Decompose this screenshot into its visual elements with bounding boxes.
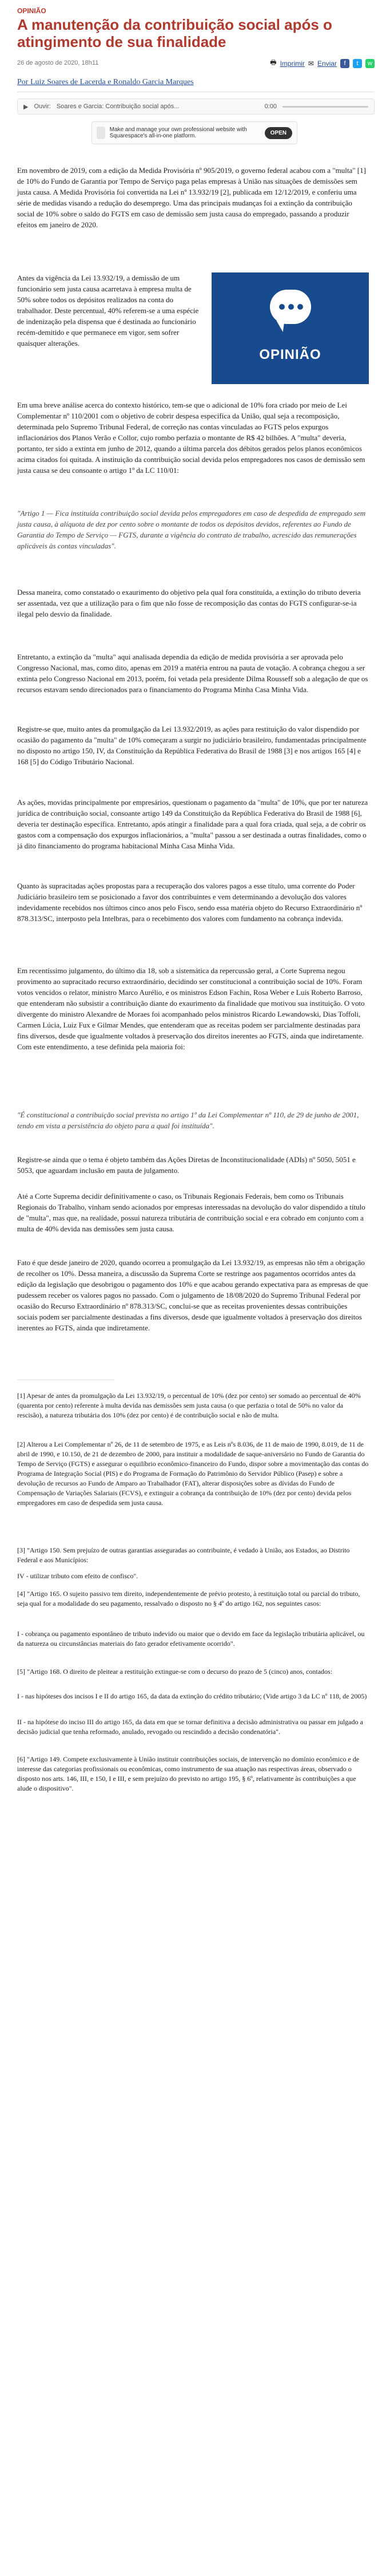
footnote: IV - utilizar tributo com efeito de confisco". (17, 1572, 138, 1580)
whatsapp-icon[interactable]: w (365, 59, 375, 68)
paragraph: Quanto às supracitadas ações propostas para a recuperação dos valores pagos a esse título, uma corrente do Poder Judiciário brasileiro tem se posicionado a favor dos contribuintes e vem determinando a devolução dos valores indevidamente recebidos nos últimos cinco anos pelo Fisco, sendo essa matéria objeto do Recurso Extraordinário nº 878.313/SC, interposto pela Intelbras, para o recebimento dos valores com fundamento na cobrança indevida. (17, 882, 363, 923)
footnote: [5] "Artigo 168. O direito de pleitear a restituição extingue-se com o decurso do prazo de 5 (cinco) anos, contados: (17, 1668, 333, 1676)
ad-banner[interactable] (91, 121, 297, 144)
paragraph: Até a Corte Suprema decidir definitivamente o caso, os Tribunais Regionais Federais, bem como os Tribunais Regionais do Trabalho, vinham sendo acionados por empresas interessadas na devolução do valor dispendido a título de "multa", mas que, na realidade, possui natureza tributária de contribuição social e era cobrado em conjunto com a multa de 40% devida nas demissões sem justa causa. (17, 1192, 365, 1233)
player-time: 0:00 (264, 103, 277, 110)
paragraph: Fato é que desde janeiro de 2020, quando ocorreu a promulgação da Lei 13.932/19, as empresas não têm a obrigação de recolher os 10%. Dessa maneira, a discussão da Suprema Corte se restringe aos pagamentos ocorridos antes da edição da legislação que desobrigou o pagamento dos 10% e que acabou gerando expectativa para as empresas de que pudessem receber os valores pagos no passado. Com o julgamento de 18/08/2020 do Supremo Tribunal Federal por ocasião do Recurso Extraordinário nº 878.313/SC, conclui-se que as receitas provenientes dessas contribuições sociais podem ser parcialmente destinadas a fins diversos, desde que igualmente voltados à preservação dos direitos inerentes ao FGTS, ainda que indiretamente. (17, 1258, 368, 1332)
opinion-badge-image (212, 272, 369, 384)
quote: "É constitucional a contribuição social prevista no artigo 1º da Lei Complementar nº 110, de 29 de junho de 2001, tendo em vista a persistência do objeto para a qual foi instituída". (17, 1111, 359, 1130)
print-link[interactable]: Imprimir (280, 59, 305, 68)
paragraph: Dessa maneira, como constatado o exaurimento do objetivo pela qual fora constituída, a extinção do tributo deveria ser assentada, vez que a utilização para o fim que não fosse de recomposição das contas do FGTS configurar-se-ia ilegal pelo desvio da finalidade. (17, 588, 361, 618)
footnote: I - cobrança ou pagamento espontâneo de tributo indevido ou maior que o devido em face da legislação tributária aplicável, ou da natureza ou circunstâncias materiais do fato gerador efetivamente ocorrido". (17, 1630, 365, 1647)
player-title: Soares e Garcia: Contribuição social após... (56, 103, 180, 110)
section-label: OPINIÃO (17, 7, 46, 15)
footnote: [3] "Artigo 150. Sem prejuízo de outras garantias asseguradas ao contribuinte, é vedado à União, aos Estados, ao Distrito Federal e aos Municípios: (17, 1546, 350, 1564)
progress-bar[interactable] (282, 106, 368, 108)
article-title: A manutenção da contribuição social após o atingimento de sua finalidade (17, 16, 332, 50)
quote: "Artigo 1 — Fica instituída contribuição social devida pelos empregadores em caso de despedida de empregado sem justa causa, à alíquota de dez por cento sobre o montante de todos os depósitos devidos, referentes ao Fundo de Garantia do Tempo de Serviço — FGTS, durante a vigência do contrato de trabalho, acrescido das remunerações aplicáveis às contas vinculadas". (17, 509, 366, 550)
paragraph: Antes da vigência da Lei 13.932/19, a demissão de um funcionário sem justa causa acarretava à empresa multa de 50% sobre todos os depósitos realizados na conta do trabalhador. Deste percentual, 40% referem-se a uma espécie de indenização pela dispensa que é destinada ao funcionário recém-demitido e que permanece em vigor, sem sofrer quaisquer alterações. (17, 274, 199, 347)
player-label: Ouvir: (34, 103, 51, 110)
audio-player[interactable] (17, 98, 375, 114)
publish-date: 26 de agosto de 2020, 18h11 (17, 60, 99, 66)
facebook-icon[interactable]: f (340, 59, 349, 68)
footnote: [2] Alterou a Lei Complementar nº 26, de 11 de setembro de 1975, e as Leis nºs 8.036, de 11 de maio de 1990, 8.019, de 11 de abril de 1990, e 10.150, de 21 de dezembro de 2000, para instituir a modalidade de saque-aniversário no Fundo de Garantia do Tempo de Serviço (FGTS) e assegurar o equilíbrio econômico-financeiro do Fundo, dispor sobre a movimentação das contas do Programa de Integração Social (PIS) e do Programa de Formação do Patrimônio do Servidor Público (Pasep) e sobre a devolução de recursos ao Fundo de Amparo ao Trabalhador (FAT), alterar disposições sobre as dívidas do Fundo de Compensação de Variações Salariais (FCVS), e extinguir a cobrança da contribuição de 10% (dez por cento) devida pelos empregadores em caso de despedida sem justa causa. (17, 1440, 369, 1507)
twitter-icon[interactable]: t (353, 59, 362, 68)
footnote: [6] "Artigo 149. Compete exclusivamente à União instituir contribuições sociais, de intervenção no domínio econômico e de interesse das categorias profissionais ou econômicas, como instrumento de sua atuação nas respectivas áreas, observado o disposto nos arts. 146, III, e 150, I e III, e sem prejuízo do previsto no artigo 195, § 6º, relativamente às contribuições a que alude o dispositivo". (17, 1755, 360, 1792)
paragraph: As ações, movidas principalmente por empresários, questionam o pagamento da "multa" de 10%, que por ter natureza jurídica de contribuição social, consoante artigo 149 da Constituição da República Federativa do Brasil de 1988 [6], deveria ter destinação específica. Entretanto, após atingir a finalidade para a qual fora criada, qual seja, a de cobrir os gastos com a compensação dos expurgos inflacionários, a "multa" passou a ser destinada a outras finalidades, como o já dito financiamento do programa habitacional Minha Casa Minha Vida. (17, 798, 368, 850)
ad-open-button[interactable]: OPEN (265, 127, 292, 139)
send-link[interactable]: Enviar (317, 59, 337, 68)
article-tools (270, 57, 375, 69)
footnote: [4] "Artigo 165. O sujeito passivo tem direito, independentemente de prévio protesto, à restituição total ou parcial do tributo, seja qual for a modalidade do seu pagamento, ressalvado o disposto no § 4º do artigo 162, nos seguintes casos: (17, 1590, 360, 1607)
footnote: II - na hipótese do inciso III do artigo 165, da data em que se tornar definitiva a decisão administrativa ou passar em julgado a decisão judicial que tenha reformado, anulado, revogado ou rescindido a decisão condenatória". (17, 1718, 363, 1736)
paragraph: Registre-se ainda que o tema é objeto também das Ações Diretas de Inconstitucionalidade (ADIs) nº 5050, 5051 e 5053, que aguardam inclusão em pauta de julgamento. (17, 1155, 356, 1175)
footnote: I - nas hipóteses dos incisos I e II do artigo 165, da data da extinção do crédito tributário; (Vide artigo 3 da LC nº 118, de 2005) (17, 1692, 367, 1700)
footnote: [1] Apesar de antes da promulgação da Lei 13.932/19, o percentual de 10% (dez por cento) ser somado ao percentual de 40% (quarenta por cento) referente à multa devida nas demissões sem justa causa (o que perfazia o total de 50% no valor da rescisão), a natureza tributária dos 10% (dez por cento) é de contribuição social e não de multa. (17, 1392, 361, 1419)
email-icon[interactable]: ✉ (308, 59, 314, 68)
paragraph: Em uma breve análise acerca do contexto histórico, tem-se que o adicional de 10% fora criado por meio de Lei Complementar nº 110/2001 com o objetivo de cobrir despesa específica da União, qual seja a recomposição, determinada pelo Supremo Tribunal Federal, de correção nas contas vinculadas ao FGTS pelos expurgos inflacionários dos Planos Verão e Collor, cujo rombo perfazia o montante de R$ 42 bilhões. A "multa" deveria, portanto, ter sido a extinta em junho de 2012, quando a última parcela dos débitos gerados pelos planos econômicos acima citados foi quitada. A instituição da contribuição social devida pelos empregadores nos casos de demissão sem justa causa se deu consoante o artigo 1º da LC 110/01: (17, 401, 365, 475)
opinion-badge-label: OPINIÃO (259, 347, 321, 362)
paragraph: Em novembro de 2019, com a edição da Medida Provisória nº 905/2019, o governo federal acabou com a "multa" [1] de 10% do Fundo de Garantia por Tempo de Serviço paga pelas empresas à União nas situações de demissões sem justa causa. A Medida Provisória foi convertida na Lei nº 13.932/19 [2], publicada em 12/12/2019, e conferiu uma série de medidas visando a redução do desemprego. Uma das principais mudanças foi a extinção da contribuição social de 10% sobre o saldo do FGTS em caso de demissão sem justa causa do empregado, passando a produzir efeitos em janeiro de 2020. (17, 166, 366, 229)
print-icon[interactable]: 🖶 (270, 58, 277, 66)
ad-logo (97, 127, 105, 139)
play-icon[interactable]: ▶ (23, 103, 29, 110)
paragraph: Em recentíssimo julgamento, do último dia 18, sob a sistemática da repercussão geral, a Corte Suprema negou provimento ao supracitado recurso extraordinário, decidindo ser constitucional a contribuição social de 10%. Foram votos vencidos o relator, ministro Marco Aurélio, e os ministros Edson Fachin, Rosa Weber e Luís Roberto Barroso, que entenderam não subsistir a contribuição diante do exaurimento da finalidade que motivou sua instituição. O voto divergente do ministro Alexandre de Moraes foi acompanhado pelos ministros Ricardo Lewandowski, Dias Toffoli, Carmen Lúcia, Luiz Fux e Gilmar Mendes, que entenderam que as receitas podem ser parcialmente destinadas para fins diversos, desde que igualmente voltados à preservação dos direitos inerentes ao FGTS, ainda que indiretamente. Com este entendimento, a tese definida pela maioria foi: (17, 966, 365, 1051)
paragraph: Registre-se que, muito antes da promulgação da Lei 13.932/2019, as ações para restituição do valor dispendido por ocasião do pagamento da "multa" de 10% começaram a surgir no judiciário brasileiro, fundamentadas principalmente no disposto no artigo 150, IV, da Constituição da República Federativa do Brasil de 1988 [3] e nos artigos 165 [4] e 168 [5] do Código Tributário Nacional. (17, 725, 367, 766)
ad-text: Make and manage your own professional website with Squarespace's all-in-one platform. (109, 127, 247, 139)
byline[interactable]: Por Luiz Soares de Lacerda e Ronaldo Garcia Marques (17, 78, 194, 86)
paragraph: Entretanto, a extinção da "multa" aqui analisada dependia da edição de medida provisória a ser aprovada pelo Congresso Nacional, mas, como dito, apenas em 2019 a matéria entrou na pauta de votação. A cobrança chegou a ser extinta pelo Congresso Nacional em 2013, porém, foi vetada pela presidente Dilma Rousseff sob a alegação de que os recursos estavam sendo direcionados para o financiamento do Programa Minha Casa Minha Vida. (17, 653, 368, 694)
